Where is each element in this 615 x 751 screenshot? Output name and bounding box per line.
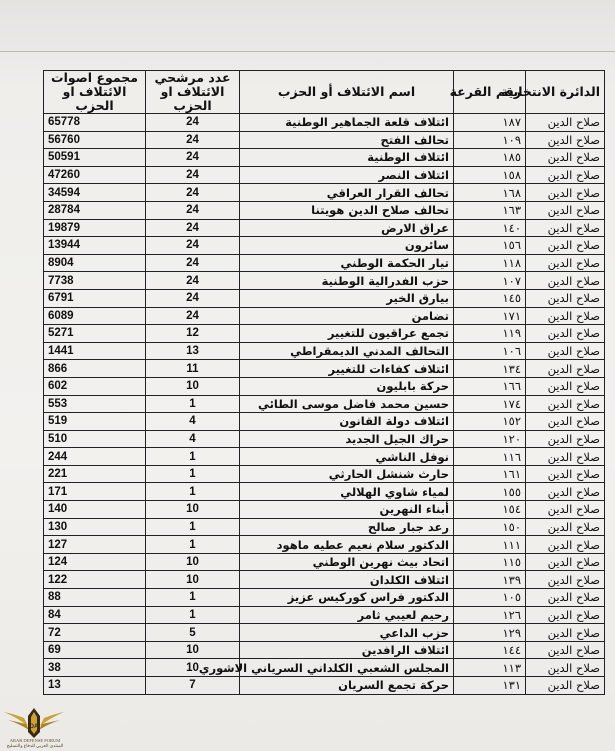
cell-district: صلاح الدين xyxy=(526,589,605,607)
cell-ballot-number: ١٠٦ xyxy=(454,342,526,360)
cell-district: صلاح الدين xyxy=(526,360,605,378)
cell-ballot-number: ١٣٤ xyxy=(454,360,526,378)
cell-district: صلاح الدين xyxy=(526,536,605,554)
cell-ballot-number: ١٥٤ xyxy=(454,501,526,519)
cell-ballot-number: ١٧١ xyxy=(454,307,526,325)
cell-total-votes: 28784 xyxy=(44,201,146,219)
cell-district: صلاح الدين xyxy=(526,219,605,237)
cell-candidates-count: 24 xyxy=(146,201,240,219)
cell-district: صلاح الدين xyxy=(526,518,605,536)
table-row xyxy=(44,430,605,448)
cell-coalition-name: تجمع عراقيون للتغيير xyxy=(240,325,454,343)
cell-ballot-number: ١٥٦ xyxy=(454,237,526,255)
cell-ballot-number: ١٣٩ xyxy=(454,571,526,589)
watermark-title: ARAB DEFENSE FORUM xyxy=(9,738,61,743)
cell-coalition-name: رحيم لعيبي ثامر xyxy=(240,606,454,624)
cell-coalition-name: حسين محمد فاضل موسى الطائي xyxy=(240,395,454,413)
cell-total-votes: 50591 xyxy=(44,149,146,167)
cell-district: صلاح الدين xyxy=(526,448,605,466)
table-header-row xyxy=(44,71,605,114)
cell-district: صلاح الدين xyxy=(526,307,605,325)
cell-ballot-number: ١٤٤ xyxy=(454,641,526,659)
table-body xyxy=(44,114,605,695)
table-row xyxy=(44,201,605,219)
cell-candidates-count: 7 xyxy=(146,677,240,695)
cell-candidates-count: 24 xyxy=(146,289,240,307)
cell-district: صلاح الدين xyxy=(526,606,605,624)
table-row xyxy=(44,448,605,466)
cell-coalition-name: ائتلاف الرافدين xyxy=(240,641,454,659)
cell-candidates-count: 1 xyxy=(146,536,240,554)
table-row xyxy=(44,149,605,167)
table-row xyxy=(44,237,605,255)
cell-ballot-number: ١٦١ xyxy=(454,465,526,483)
cell-coalition-name: حارث شنشل الحارثي xyxy=(240,465,454,483)
table-row xyxy=(44,342,605,360)
cell-ballot-number: ١٠٧ xyxy=(454,272,526,290)
cell-ballot-number: ١١٣ xyxy=(454,659,526,677)
cell-total-votes: 519 xyxy=(44,413,146,431)
cell-coalition-name: حركة بابليون xyxy=(240,377,454,395)
cell-candidates-count: 10 xyxy=(146,553,240,571)
cell-total-votes: 13944 xyxy=(44,237,146,255)
cell-candidates-count: 24 xyxy=(146,272,240,290)
cell-coalition-name: لمياء شاوي الهلالي xyxy=(240,483,454,501)
table-row xyxy=(44,641,605,659)
table-row xyxy=(44,272,605,290)
cell-candidates-count: 1 xyxy=(146,483,240,501)
cell-district: صلاح الدين xyxy=(526,201,605,219)
cell-ballot-number: ١١٩ xyxy=(454,325,526,343)
cell-coalition-name: حزب الداعي xyxy=(240,624,454,642)
cell-ballot-number: ١٢٠ xyxy=(454,430,526,448)
table-row xyxy=(44,606,605,624)
cell-ballot-number: ١٤٠ xyxy=(454,219,526,237)
cell-ballot-number: ١١٦ xyxy=(454,448,526,466)
cell-district: صلاح الدين xyxy=(526,483,605,501)
header-ballot-number: رقم القرعة xyxy=(454,71,526,114)
cell-district: صلاح الدين xyxy=(526,131,605,149)
cell-ballot-number: ١٥٢ xyxy=(454,413,526,431)
cell-total-votes: 124 xyxy=(44,553,146,571)
cell-candidates-count: 24 xyxy=(146,149,240,167)
watermark-subtitle: المنتدى العربي للدفاع والتسليح xyxy=(6,743,64,748)
cell-candidates-count: 5 xyxy=(146,624,240,642)
cell-ballot-number: ١٢٩ xyxy=(454,624,526,642)
cell-district: صلاح الدين xyxy=(526,395,605,413)
table-row xyxy=(44,254,605,272)
cell-total-votes: 56760 xyxy=(44,131,146,149)
table-row xyxy=(44,518,605,536)
cell-total-votes: 244 xyxy=(44,448,146,466)
cell-district: صلاح الدين xyxy=(526,325,605,343)
cell-total-votes: 130 xyxy=(44,518,146,536)
cell-total-votes: 602 xyxy=(44,377,146,395)
cell-total-votes: 84 xyxy=(44,606,146,624)
cell-total-votes: 510 xyxy=(44,430,146,448)
cell-ballot-number: ١١٥ xyxy=(454,553,526,571)
cell-coalition-name: ائتلاف دولة القانون xyxy=(240,413,454,431)
cell-candidates-count: 1 xyxy=(146,518,240,536)
table-row xyxy=(44,659,605,677)
cell-total-votes: 88 xyxy=(44,589,146,607)
cell-district: صلاح الدين xyxy=(526,641,605,659)
cell-district: صلاح الدين xyxy=(526,430,605,448)
cell-total-votes: 140 xyxy=(44,501,146,519)
cell-district: صلاح الدين xyxy=(526,254,605,272)
cell-ballot-number: ١٦٦ xyxy=(454,377,526,395)
cell-ballot-number: ١٦٨ xyxy=(454,184,526,202)
table-row xyxy=(44,465,605,483)
cell-candidates-count: 10 xyxy=(146,377,240,395)
cell-district: صلاح الدين xyxy=(526,571,605,589)
table-row xyxy=(44,571,605,589)
table-row xyxy=(44,501,605,519)
cell-total-votes: 221 xyxy=(44,465,146,483)
cell-candidates-count: 10 xyxy=(146,659,240,677)
cell-coalition-name: أبناء النهرين xyxy=(240,501,454,519)
cell-ballot-number: ١١٨ xyxy=(454,254,526,272)
cell-total-votes: 122 xyxy=(44,571,146,589)
table-row xyxy=(44,307,605,325)
cell-candidates-count: 24 xyxy=(146,166,240,184)
cell-candidates-count: 24 xyxy=(146,131,240,149)
table-row xyxy=(44,395,605,413)
cell-district: صلاح الدين xyxy=(526,184,605,202)
cell-total-votes: 69 xyxy=(44,641,146,659)
cell-ballot-number: ١٣١ xyxy=(454,677,526,695)
cell-coalition-name: ائتلاف النصر xyxy=(240,166,454,184)
watermark-caption xyxy=(0,738,70,748)
table-row xyxy=(44,677,605,695)
cell-ballot-number: ١٠٩ xyxy=(454,131,526,149)
cell-coalition-name: ائتلاف قلعة الجماهير الوطنية xyxy=(240,114,454,132)
cell-ballot-number: ١٨٧ xyxy=(454,114,526,132)
cell-coalition-name: تيار الحكمة الوطني xyxy=(240,254,454,272)
cell-district: صلاح الدين xyxy=(526,553,605,571)
cell-candidates-count: 24 xyxy=(146,114,240,132)
cell-total-votes: 1441 xyxy=(44,342,146,360)
table-row xyxy=(44,589,605,607)
cell-candidates-count: 10 xyxy=(146,571,240,589)
cell-coalition-name: حراك الجيل الجديد xyxy=(240,430,454,448)
cell-total-votes: 5271 xyxy=(44,325,146,343)
cell-candidates-count: 11 xyxy=(146,360,240,378)
cell-total-votes: 6791 xyxy=(44,289,146,307)
cell-ballot-number: ١٦٣ xyxy=(454,201,526,219)
header-total-votes: مجموع اصوات الائتلاف او الحزب xyxy=(44,71,146,114)
header-candidates-count: عدد مرشحي الائتلاف او الحزب xyxy=(146,71,240,114)
cell-total-votes: 34594 xyxy=(44,184,146,202)
cell-coalition-name: حركة تجمع السريان xyxy=(240,677,454,695)
cell-district: صلاح الدين xyxy=(526,272,605,290)
cell-candidates-count: 1 xyxy=(146,589,240,607)
cell-district: صلاح الدين xyxy=(526,114,605,132)
cell-coalition-name: اتحاد بيث نهرين الوطني xyxy=(240,553,454,571)
cell-ballot-number: ١٢٦ xyxy=(454,606,526,624)
cell-total-votes: 127 xyxy=(44,536,146,554)
cell-total-votes: 47260 xyxy=(44,166,146,184)
cell-coalition-name: ائتلاف الوطنية xyxy=(240,149,454,167)
svg-text:DA: DA xyxy=(29,724,39,730)
cell-candidates-count: 24 xyxy=(146,307,240,325)
cell-ballot-number: ١٠٥ xyxy=(454,589,526,607)
cell-ballot-number: ١١١ xyxy=(454,536,526,554)
table-row xyxy=(44,624,605,642)
cell-coalition-name: بيارق الخير xyxy=(240,289,454,307)
table-row xyxy=(44,536,605,554)
cell-ballot-number: ١٤٥ xyxy=(454,289,526,307)
header-district: الدائرة الانتخابية xyxy=(526,71,605,114)
cell-candidates-count: 1 xyxy=(146,465,240,483)
top-divider xyxy=(0,51,615,52)
election-results-table xyxy=(43,70,605,695)
cell-coalition-name: نوفل الناشي xyxy=(240,448,454,466)
cell-coalition-name: تحالف صلاح الدين هويتنا xyxy=(240,201,454,219)
cell-candidates-count: 13 xyxy=(146,342,240,360)
cell-total-votes: 866 xyxy=(44,360,146,378)
cell-coalition-name: الدكتور فراس كوركيس عزيز xyxy=(240,589,454,607)
cell-candidates-count: 24 xyxy=(146,184,240,202)
cell-coalition-name: حزب الفدرالية الوطنية xyxy=(240,272,454,290)
table-row xyxy=(44,413,605,431)
cell-candidates-count: 24 xyxy=(146,254,240,272)
cell-district: صلاح الدين xyxy=(526,465,605,483)
cell-total-votes: 13 xyxy=(44,677,146,695)
cell-district: صلاح الدين xyxy=(526,413,605,431)
cell-ballot-number: ١٥٠ xyxy=(454,518,526,536)
cell-candidates-count: 4 xyxy=(146,413,240,431)
cell-district: صلاح الدين xyxy=(526,166,605,184)
cell-candidates-count: 1 xyxy=(146,395,240,413)
cell-district: صلاح الدين xyxy=(526,677,605,695)
cell-district: صلاح الدين xyxy=(526,624,605,642)
table-row xyxy=(44,114,605,132)
cell-ballot-number: ١٧٤ xyxy=(454,395,526,413)
cell-district: صلاح الدين xyxy=(526,289,605,307)
cell-coalition-name: التحالف المدني الديمقراطي xyxy=(240,342,454,360)
cell-district: صلاح الدين xyxy=(526,377,605,395)
cell-candidates-count: 12 xyxy=(146,325,240,343)
cell-total-votes: 72 xyxy=(44,624,146,642)
cell-total-votes: 38 xyxy=(44,659,146,677)
cell-district: صلاح الدين xyxy=(526,237,605,255)
table-row xyxy=(44,131,605,149)
cell-coalition-name: تحالف الفتح xyxy=(240,131,454,149)
cell-coalition-name: سائرون xyxy=(240,237,454,255)
cell-candidates-count: 10 xyxy=(146,501,240,519)
cell-total-votes: 19879 xyxy=(44,219,146,237)
cell-candidates-count: 24 xyxy=(146,237,240,255)
cell-candidates-count: 4 xyxy=(146,430,240,448)
cell-coalition-name: تحالف القرار العراقي xyxy=(240,184,454,202)
cell-total-votes: 8904 xyxy=(44,254,146,272)
table-row xyxy=(44,166,605,184)
cell-candidates-count: 1 xyxy=(146,606,240,624)
cell-total-votes: 171 xyxy=(44,483,146,501)
cell-coalition-name: الدكتور سلام نعيم عطيه ماهود xyxy=(240,536,454,554)
cell-total-votes: 7738 xyxy=(44,272,146,290)
cell-candidates-count: 24 xyxy=(146,219,240,237)
table-row xyxy=(44,360,605,378)
cell-coalition-name: رعد جبار صالح xyxy=(240,518,454,536)
cell-district: صلاح الدين xyxy=(526,149,605,167)
cell-candidates-count: 1 xyxy=(146,448,240,466)
cell-district: صلاح الدين xyxy=(526,501,605,519)
table-row xyxy=(44,377,605,395)
cell-ballot-number: ١٥٨ xyxy=(454,166,526,184)
cell-total-votes: 65778 xyxy=(44,114,146,132)
cell-total-votes: 553 xyxy=(44,395,146,413)
cell-district: صلاح الدين xyxy=(526,342,605,360)
table-row xyxy=(44,553,605,571)
table-row xyxy=(44,184,605,202)
header-coalition-name: اسم الائتلاف أو الحزب xyxy=(240,71,454,114)
table-row xyxy=(44,219,605,237)
cell-coalition-name: ائتلاف كفاءات للتغيير xyxy=(240,360,454,378)
table-row xyxy=(44,289,605,307)
cell-candidates-count: 10 xyxy=(146,641,240,659)
cell-ballot-number: ١٥٥ xyxy=(454,483,526,501)
cell-district: صلاح الدين xyxy=(526,659,605,677)
cell-coalition-name: ائتلاف الكلدان xyxy=(240,571,454,589)
cell-coalition-name: عراق الارض xyxy=(240,219,454,237)
cell-ballot-number: ١٨٥ xyxy=(454,149,526,167)
cell-coalition-name: المجلس الشعبي الكلداني السرياني الاشوري xyxy=(240,659,454,677)
cell-coalition-name: تضامن xyxy=(240,307,454,325)
table-row xyxy=(44,483,605,501)
cell-total-votes: 6089 xyxy=(44,307,146,325)
table-row xyxy=(44,325,605,343)
